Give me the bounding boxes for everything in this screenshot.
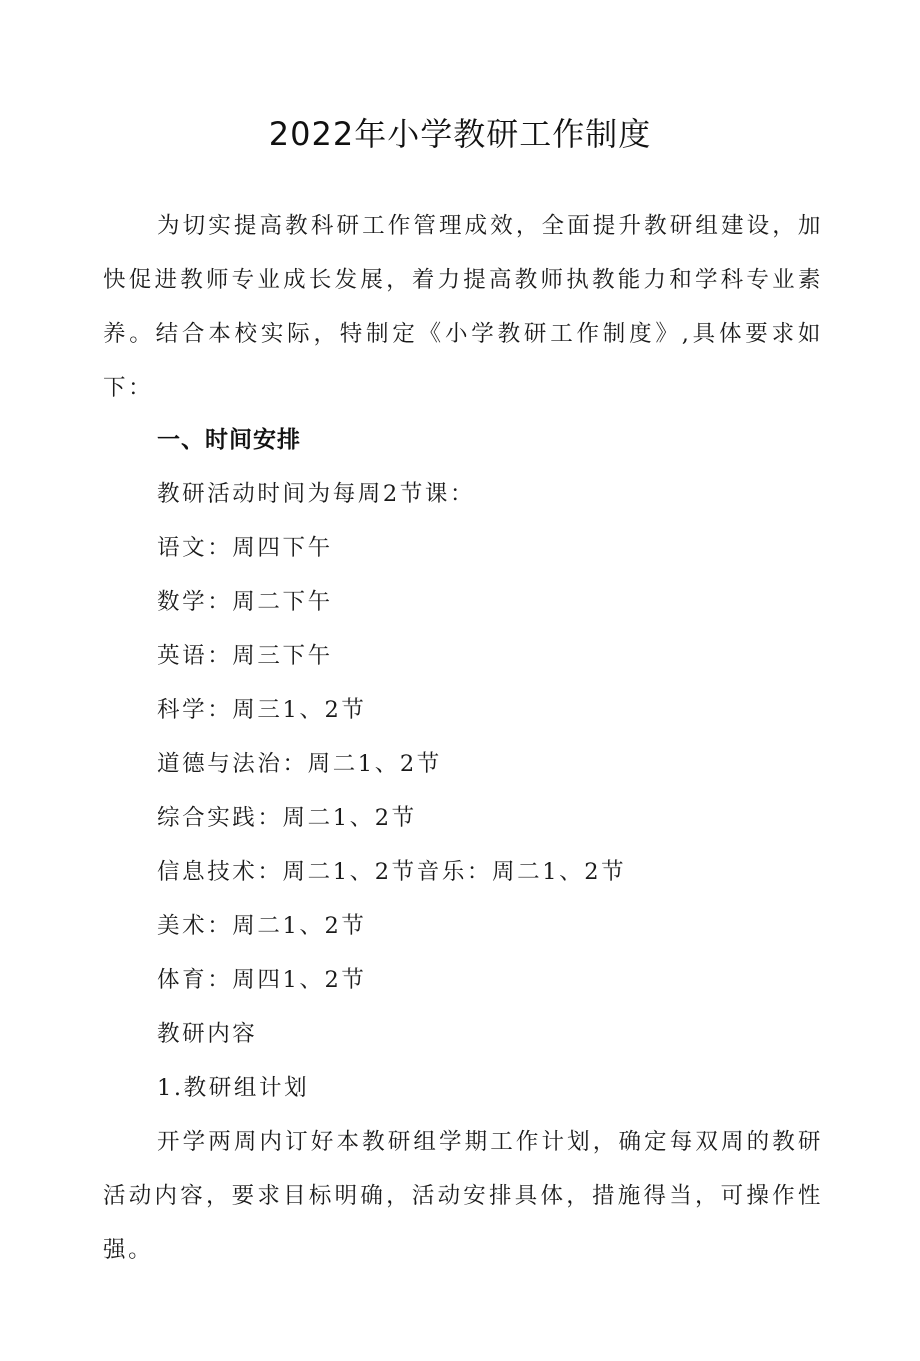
schedule-item: 英语：周三下午 (157, 643, 333, 669)
section-heading-content: 教研内容 (157, 1021, 258, 1047)
schedule-item: 道德与法治：周二1、2节 (157, 751, 442, 777)
subsection-heading-plan: 1.教研组计划 (157, 1075, 310, 1101)
schedule-item: 语文：周四下午 (157, 535, 333, 561)
schedule-item: 综合实践：周二1、2节 (157, 805, 417, 831)
schedule-item: 科学：周三1、2节 (157, 697, 367, 723)
intro-paragraph: 为切实提高教科研工作管理成效，全面提升教研组建设，加快促进教师专业成长发展，着力提高教师执教能力和学科专业素养。结合本校实际，特制定《小学教研工作制度》,具体要求如下： (103, 213, 823, 401)
schedule-item: 信息技术：周二1、2节音乐：周二1、2节 (157, 859, 627, 885)
document-title: 2022年小学教研工作制度 (268, 115, 652, 153)
schedule-item: 美术：周二1、2节 (157, 913, 367, 939)
schedule-intro: 教研活动时间为每周2节课： (157, 481, 476, 507)
section-heading-time: 一、时间安排 (157, 427, 301, 453)
schedule-item: 数学：周二下午 (157, 589, 333, 615)
plan-paragraph: 开学两周内订好本教研组学期工作计划，确定每双周的教研活动内容，要求目标明确，活动安排具体，措施得当，可操作性强。 (103, 1129, 823, 1263)
schedule-item: 体育：周四1、2节 (157, 967, 367, 993)
